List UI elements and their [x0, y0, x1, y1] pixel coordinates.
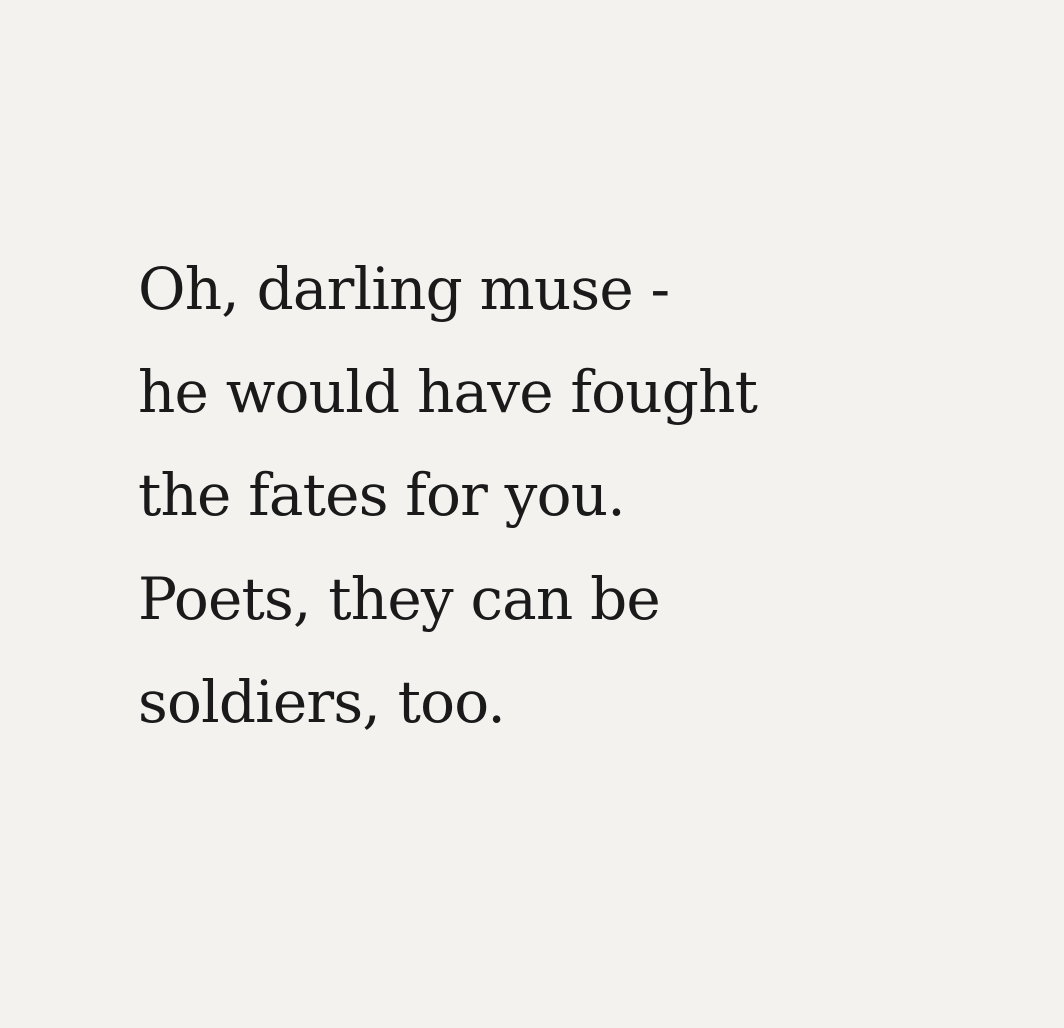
poem-line-3: the fates for you.: [138, 461, 625, 530]
poem-line-1: Oh, darling muse -: [138, 255, 670, 323]
poem-line-4: Poets, they can be: [138, 564, 660, 633]
poem-text: [138, 255, 758, 776]
poem-line-2: he would have fought: [138, 358, 758, 427]
poem-line-5: soldiers, too.: [138, 667, 505, 736]
